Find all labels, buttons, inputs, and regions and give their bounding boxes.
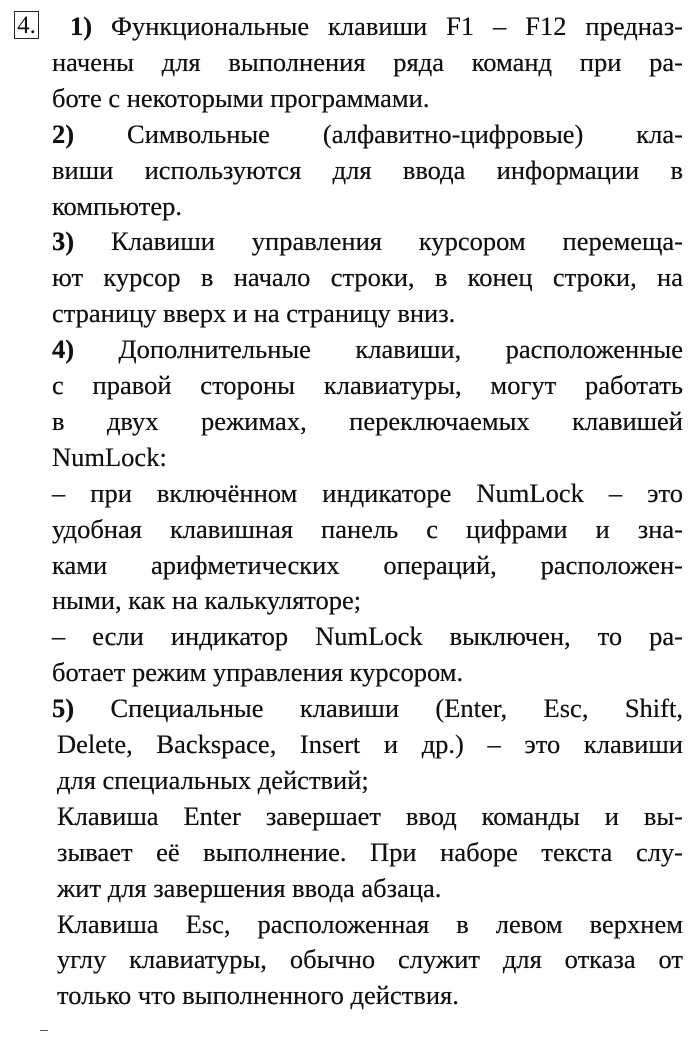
text-line xyxy=(52,439,683,475)
scan-artifact xyxy=(40,1030,48,1031)
line-text: виши используются для ввода информации в xyxy=(52,154,683,185)
line-text: Дополнительные клавиши, расположенные xyxy=(74,334,683,365)
line-text: для специальных действий; xyxy=(57,764,369,795)
text-line xyxy=(57,870,683,906)
text-line xyxy=(52,152,683,188)
text-line xyxy=(52,618,683,654)
line-text: жит для завершения ввода абзаца. xyxy=(57,872,442,903)
line-text: NumLock: xyxy=(52,441,167,472)
text-line xyxy=(52,44,683,80)
text-line xyxy=(70,8,683,44)
text-line xyxy=(52,295,683,331)
text-line xyxy=(52,475,683,511)
line-text: – если индикатор NumLock выключен, то ра- xyxy=(52,621,683,652)
line-text: углу клавиатуры, обычно служит для отказа от xyxy=(57,944,683,975)
line-text: Специальные клавиши (Enter, Esc, Shift, xyxy=(74,693,683,724)
item-number: 4) xyxy=(52,334,75,365)
text-line xyxy=(57,726,683,762)
line-text: в двух режимах, переключаемых клавишей xyxy=(52,405,683,436)
text-line xyxy=(57,977,683,1013)
line-text: боте с некоторыми программами. xyxy=(52,82,430,113)
text-line xyxy=(52,511,683,547)
line-text: с правой стороны клавиатуры, могут работать xyxy=(52,370,683,400)
item-number: 3) xyxy=(52,226,75,257)
line-text: Delete, Backspace, Insert и др.) – это клавиши xyxy=(57,729,683,759)
text-line xyxy=(57,834,683,870)
item-number: 5) xyxy=(52,693,75,724)
text-line xyxy=(57,798,683,834)
line-text: Функциональные клавиши F1 – F12 предназ- xyxy=(92,11,683,41)
line-text: только что выполненного действия. xyxy=(57,980,459,1011)
line-text: компьютер. xyxy=(52,190,182,221)
text-line xyxy=(57,762,683,798)
line-text: ют курсор в начало строки, в конец строки, на xyxy=(52,262,683,293)
text-line xyxy=(52,690,683,726)
line-text: Клавиша Esc, расположенная в левом верхнем xyxy=(57,908,683,939)
text-line xyxy=(52,403,683,439)
line-text: страницу вверх и на страницу вниз. xyxy=(52,298,456,329)
text-line xyxy=(52,223,683,259)
text-line xyxy=(52,367,683,403)
line-text: ками арифметических операций, расположен- xyxy=(52,549,683,580)
text-line xyxy=(52,188,683,224)
text-line xyxy=(52,331,683,367)
item-number: 2) xyxy=(52,118,75,149)
line-text: Клавиши управления курсором перемеща- xyxy=(74,226,683,257)
text-line xyxy=(52,116,683,152)
line-text: зывает её выполнение. При наборе текста слу- xyxy=(57,836,683,867)
text-line xyxy=(52,582,683,618)
line-text: Символьные (алфавитно-цифровые) кла- xyxy=(74,118,683,149)
text-line xyxy=(52,259,683,295)
line-text: ботает режим управления курсором. xyxy=(52,657,464,688)
text-line xyxy=(52,654,683,690)
line-text: Клавиша Enter завершает ввод команды и вы- xyxy=(57,800,683,831)
line-text: начены для выполнения ряда команд при ра- xyxy=(52,46,683,77)
line-text: – при включённом индикаторе NumLock – это xyxy=(52,477,683,508)
text-line xyxy=(52,547,683,583)
text-line xyxy=(57,906,683,942)
text-line xyxy=(57,941,683,977)
text-line xyxy=(52,80,683,116)
line-text: ными, как на калькуляторе; xyxy=(52,585,362,616)
item-number: 1) xyxy=(70,11,93,41)
task-number-box: 4. xyxy=(14,11,39,39)
line-text: удобная клавишная панель с цифрами и зна- xyxy=(52,513,683,544)
